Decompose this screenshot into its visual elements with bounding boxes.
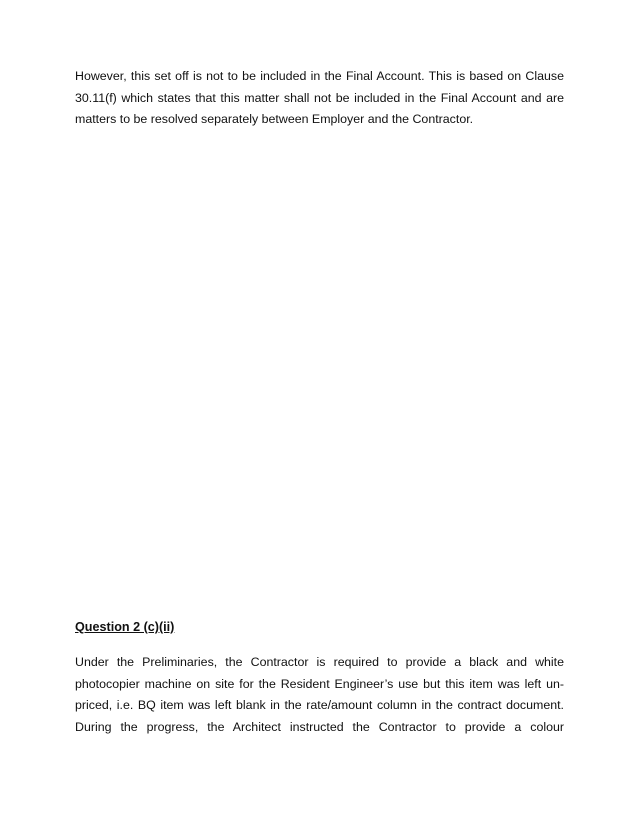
paragraph-final-account-set-off: However, this set off is not to be included in the Final Account. This is based on Clause 30.11(f) which states that this matter shall not be included in the Final Account and are matters to be resolved separately between Employer and the Contractor. (75, 69, 564, 127)
question-heading: Question 2 (c)(ii) (75, 620, 175, 634)
paragraph-preliminaries-photocopier: Under the Preliminaries, the Contractor is required to provide a black and white photocopier machine on site for the Resident Engineer’s use but this item was left un-priced, i.e. BQ item was left blank in the rate/amount column in the contract document. During the progress, the Architect instructed the Contractor to provide a colour (75, 655, 564, 734)
